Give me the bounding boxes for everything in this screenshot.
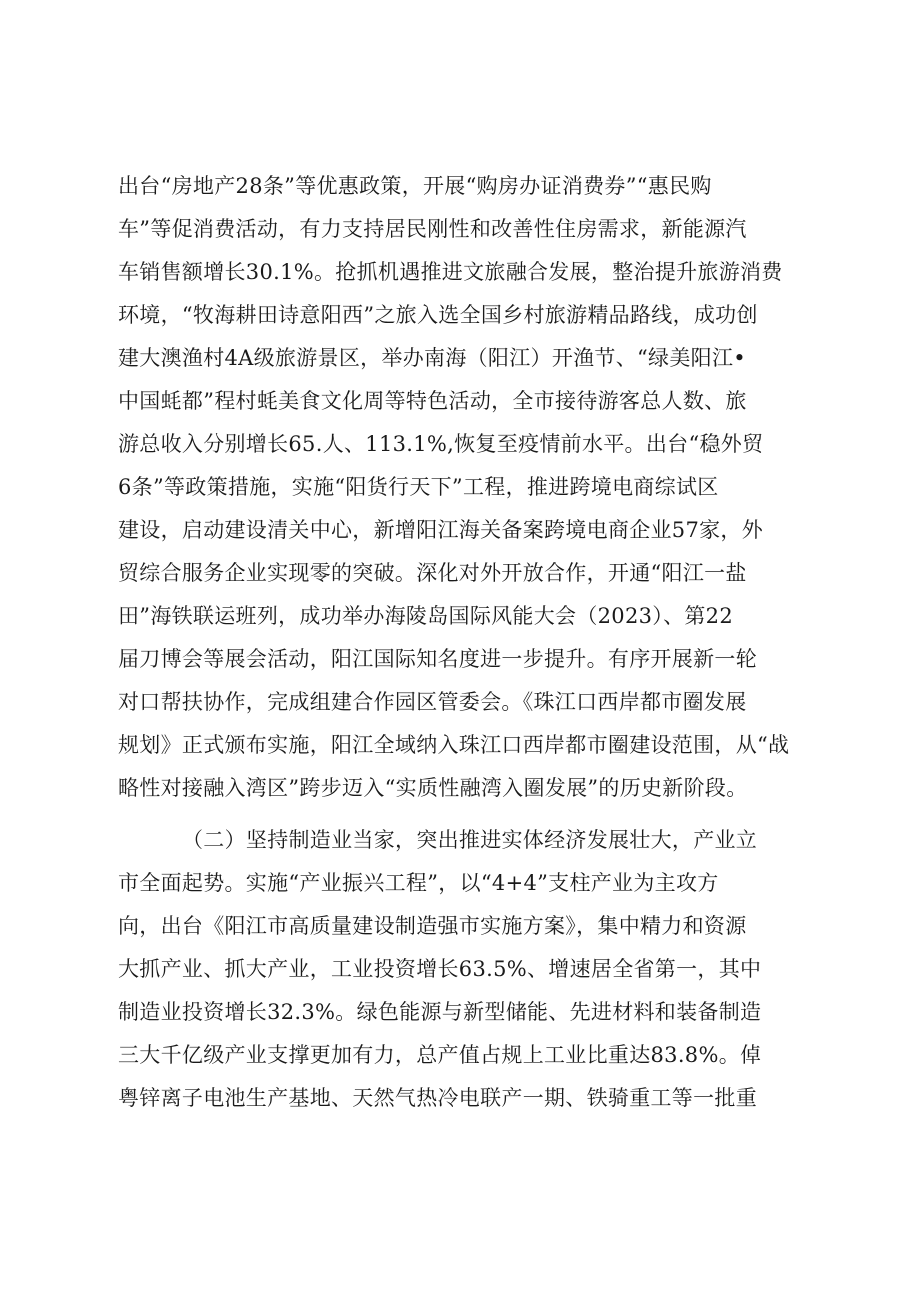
paragraph-1-line: 出台“房地产28条”等优惠政策，开展“购房办证消费券”“惠民购: [118, 174, 712, 198]
paragraph-1-line: 车销售额增长30.1%。抢抓机遇推进文旅融合发展，整治提升旅游消费: [118, 260, 783, 284]
paragraph-1-line: 游总收入分别增长65.人、113.1%,恢复至疫情前水平。出台“稳外贸: [118, 432, 764, 456]
paragraph-1-line: 贸综合服务企业实现零的突破。深化对外开放合作，开通“阳江一盐: [118, 561, 747, 585]
paragraph-2-line: 制造业投资增长32.3%。绿色能源与新型储能、先进材料和装备制造: [118, 1000, 762, 1024]
paragraph-2-line: 大抓产业、抓大产业，工业投资增长63.5%、增速居全省第一，其中: [118, 957, 762, 981]
paragraph-1-line: 对口帮扶协作，完成组建合作园区管委会。《珠江口西岸都市圈发展: [118, 690, 747, 714]
paragraph-1-line: 届刀博会等展会活动，阳江国际知名度进一步提升。有序开展新一轮: [118, 647, 757, 671]
paragraph-1-line: 环境，“牧海耕田诗意阳西”之旅入选全国乡村旅游精品路线，成功创: [118, 303, 758, 327]
paragraph-2-line: 粤锌离子电池生产基地、天然气热冷电联产一期、铁骑重工等一批重: [118, 1086, 757, 1110]
paragraph-2-line: 三大千亿级产业支撑更加有力，总产值占规上工业比重达83.8%。倬: [118, 1043, 762, 1067]
paragraph-1-line: 车”等促消费活动，有力支持居民刚性和改善性住房需求，新能源汽: [118, 217, 747, 241]
paragraph-1-line: 略性对接融入湾区”跨步迈入“实质性融湾入圈发展”的历史新阶段。: [118, 776, 748, 800]
paragraph-1-line: 6条”等政策措施，实施“阳货行天下”工程，推进跨境电商综试区: [118, 475, 719, 499]
paragraph-2-line: 市全面起势。实施“产业振兴工程”，以“4+4”支柱产业为主攻方: [118, 871, 719, 895]
paragraph-1-line: 建大澳渔村4A级旅游景区，举办南海（阳江）开渔节、“绿美阳江•: [118, 346, 746, 370]
paragraph-1-line: 田”海铁联运班列，成功举办海陵岛国际风能大会（2023）、第22: [118, 604, 733, 628]
paragraph-2-line: （二）坚持制造业当家，突出推进实体经济发展壮大，产业立: [182, 828, 758, 852]
paragraph-1-line: 建设，启动建设清关中心，新增阳江海关备案跨境电商企业57家，外: [118, 518, 764, 542]
paragraph-1-line: 规划》正式颁布实施，阳江全域纳入珠江口西岸都市圈建设范围，从“战: [118, 733, 790, 757]
paragraph-1-line: 中国蚝都”程村蚝美食文化周等特色活动，全市接待游客总人数、旅: [118, 389, 747, 413]
paragraph-2-line: 向，出台《阳江市高质量建设制造强市实施方案》，集中精力和资源: [118, 914, 747, 938]
